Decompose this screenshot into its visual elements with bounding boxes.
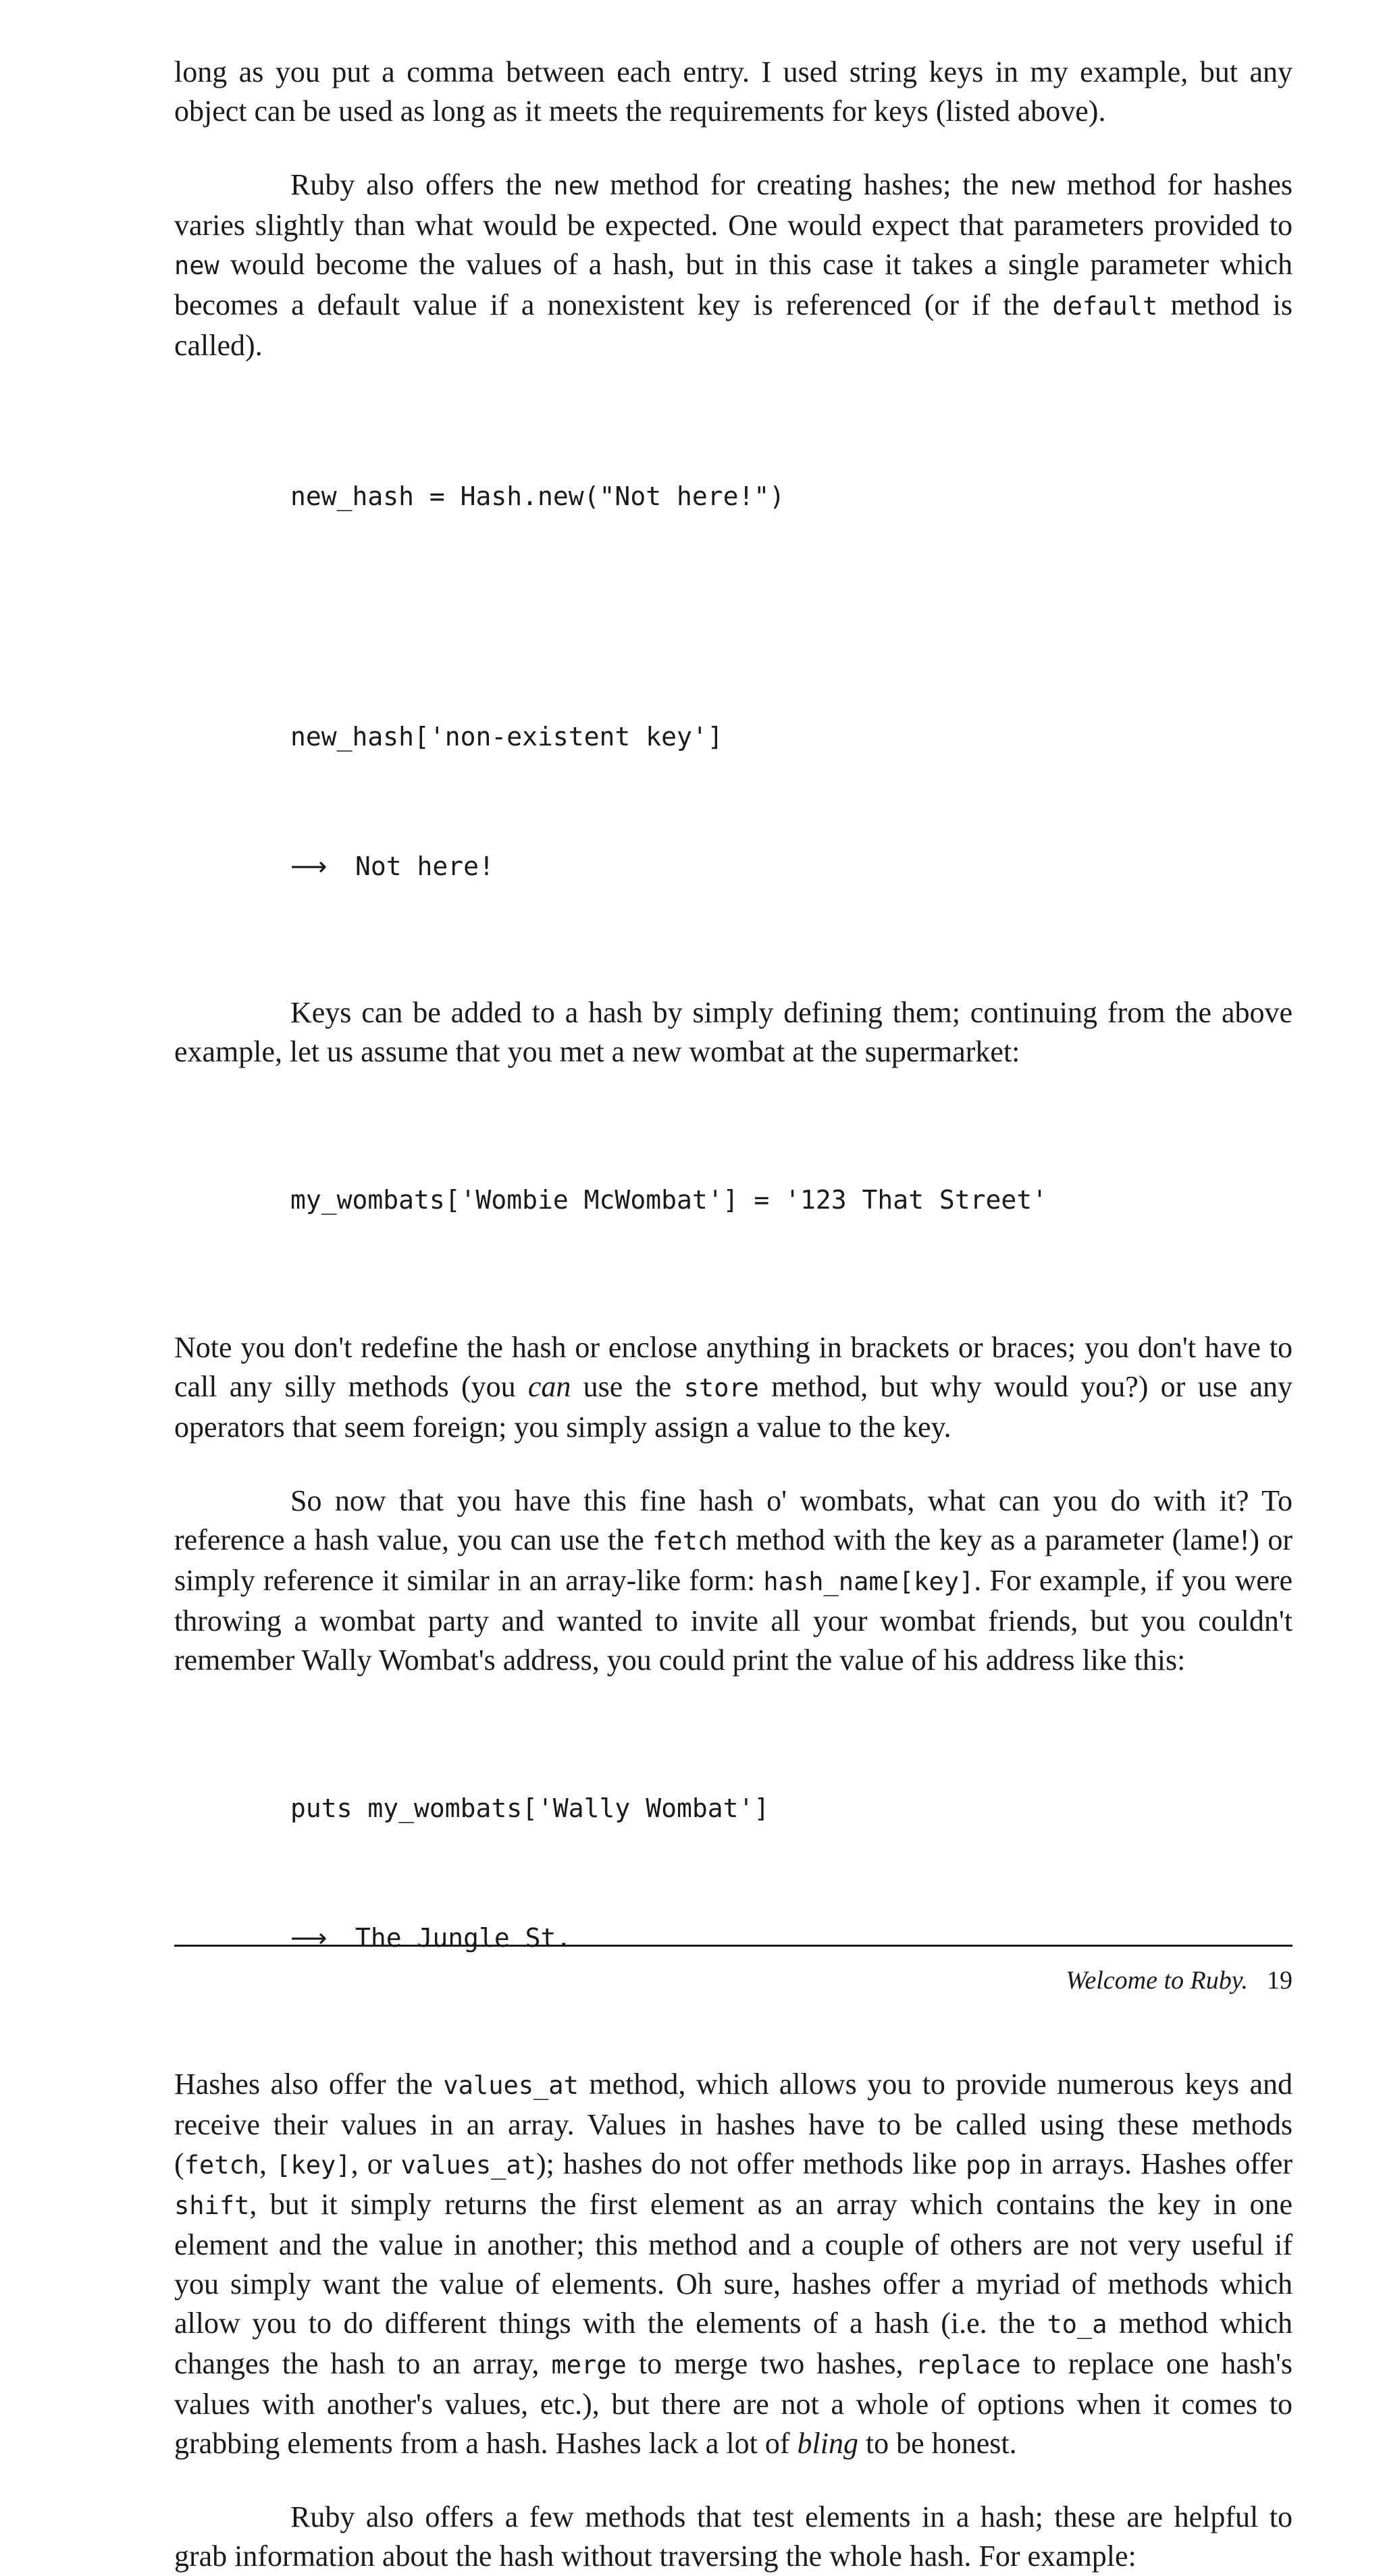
code-line: new_hash['non-existent key']: [290, 722, 723, 752]
inline-code: merge: [551, 2350, 627, 2380]
inline-code: store: [683, 1373, 759, 1402]
inline-code: to_a: [1047, 2310, 1107, 2339]
inline-code: default: [1052, 292, 1158, 321]
inline-code: new: [174, 251, 219, 280]
paragraph-hash-new: Ruby also offers the new method for creating hashes; the new method for hashes varies slightly than what would be expected. One would expect that parameters provided to new would become the values of a hash, but in this case it takes a single parameter which becomes a default value if a nonexistent key is referenced (or if the default method is called).: [174, 168, 1293, 362]
inline-code: new: [1010, 172, 1055, 201]
inline-code: pop: [966, 2151, 1011, 2180]
inline-code: hash_name[key]: [763, 1567, 974, 1596]
page-footer: [174, 1964, 1293, 1997]
paragraph-test-methods: Ruby also offers a few methods that test elements in a hash; these are helpful to grab information about the hash without traversing the whole hash. For example:: [174, 2500, 1293, 2573]
paragraph-fetch: So now that you have this fine hash o' wombats, what can you do with it? To reference a hash value, you can use the fetch method with the key as a parameter (lame!) or simply reference it similar in an array-like form: hash_name[key]. For example, if you were throwing a wombat party and wanted to invite all your wombat friends, but you couldn't remember Wally Wombat's address, you could print the value of his address like this:: [174, 1484, 1293, 1677]
paragraph-adding-keys: Keys can be added to a hash by simply defining them; continuing from the above example, let us assume that you met a new wombat at the supermarket:: [174, 996, 1293, 1068]
inline-code: shift: [174, 2191, 250, 2220]
inline-code: values_at: [443, 2071, 579, 2100]
footer-divider: [174, 1945, 1293, 1947]
paragraph-values-at: Hashes also offer the values_at method, which allows you to provide numerous keys and receive their values in an array. Values in hashes have to be called using these methods (fetch, [key], or values_at); hashes do not offer methods like pop in arrays. Hashes offer shift, but it simply returns the first element as an array which contains the key in one element and the value in another; this method and a couple of others are not very useful if you simply want the value of elements. Oh sure, hashes offer a myriad of methods which allow you to do different things with the elements of a hash (i.e. the to_a method which changes the hash to an array, merge to merge two hashes, replace to replace one hash's values with another's values, etc.), but there are not a whole of options when it comes to grabbing elements from a hash. Hashes lack a lot of bling to be honest.: [174, 2068, 1293, 2460]
inline-code: new: [553, 172, 599, 201]
code-line: new_hash = Hash.new("Not here!"): [290, 481, 785, 511]
page-body: [174, 53, 1293, 2576]
code-line: my_wombats['Wombie McWombat'] = '123 That Street': [290, 1185, 1048, 1215]
paragraph-hash-literal-end: long as you put a comma between each entry. I used string keys in my example, but any object can be used as long as it meets the requirements for keys (listed above).: [174, 55, 1293, 128]
code-result: The Jungle St.: [355, 1923, 572, 1953]
result-arrow-icon: ⟶: [290, 851, 328, 881]
inline-code: values_at: [400, 2151, 536, 2180]
inline-code: fetch: [184, 2151, 260, 2180]
code-block-hash-new: [290, 388, 1293, 974]
running-footer-title: Welcome to Ruby.: [1066, 1966, 1248, 1995]
code-block-add-key: [290, 1092, 1293, 1308]
result-arrow-icon: ⟶: [290, 1923, 328, 1953]
code-line: puts my_wombats['Wally Wombat']: [290, 1793, 770, 1823]
inline-code: replace: [915, 2350, 1021, 2380]
inline-code: fetch: [652, 1527, 728, 1556]
inline-code: [key]: [276, 2151, 351, 2180]
paragraph-assign-note: Note you don't redefine the hash or enclose anything in brackets or braces; you don't have to call any silly methods (you can use the store method, but why would you?) or use any operators that seem foreign; you simply assign a value to the key.: [174, 1331, 1293, 1444]
page-number: 19: [1267, 1966, 1293, 1995]
code-result: Not here!: [355, 851, 494, 881]
